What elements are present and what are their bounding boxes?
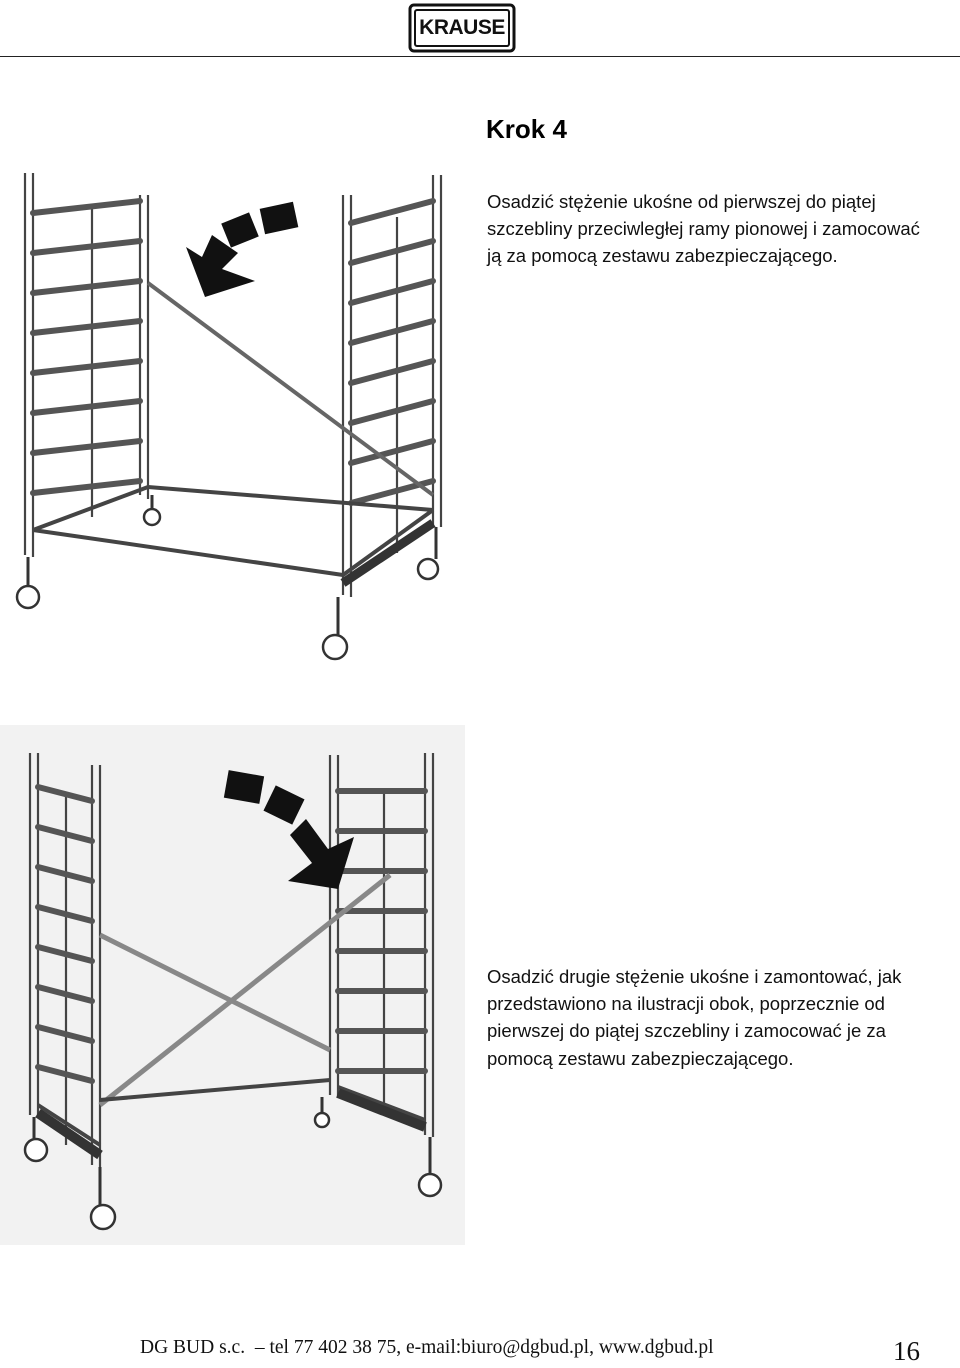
krause-logo bbox=[408, 3, 516, 53]
scaffold-diagram-1 bbox=[0, 165, 465, 675]
header-divider bbox=[0, 56, 960, 57]
instruction-paragraph-1: Osadzić stężenie ukośne od pierwszej do piątej szczebliny przeciwległej ramy pionowej i zamocować ją za pomocą zestawu zabezpieczającego. bbox=[487, 191, 920, 267]
scaffold-illustration-second-brace bbox=[0, 725, 465, 1245]
page-number: 16 bbox=[893, 1336, 920, 1366]
instruction-paragraph-2: Osadzić drugie stężenie ukośne i zamontować, jak przedstawiono na ilustracji obok, poprzecznie od pierwszej do piątej szczebliny i zamocować je za pomocą zestawu zabezpieczającego. bbox=[487, 966, 902, 1069]
footer-company: DG BUD s.c. bbox=[140, 1337, 246, 1358]
logo-text: KRAUSE bbox=[419, 16, 505, 39]
footer-contact: DG BUD s.c. – tel 77 402 38 75, e-mail:biuro@dgbud.pl, www.dgbud.pl bbox=[140, 1337, 714, 1358]
step-heading: Krok 4 bbox=[486, 114, 567, 144]
scaffold-illustration-first-brace bbox=[0, 165, 465, 675]
footer-contact-details: tel 77 402 38 75, e-mail:biuro@dgbud.pl, www.dgbud.pl bbox=[269, 1337, 714, 1358]
scaffold-diagram-2 bbox=[0, 725, 465, 1245]
